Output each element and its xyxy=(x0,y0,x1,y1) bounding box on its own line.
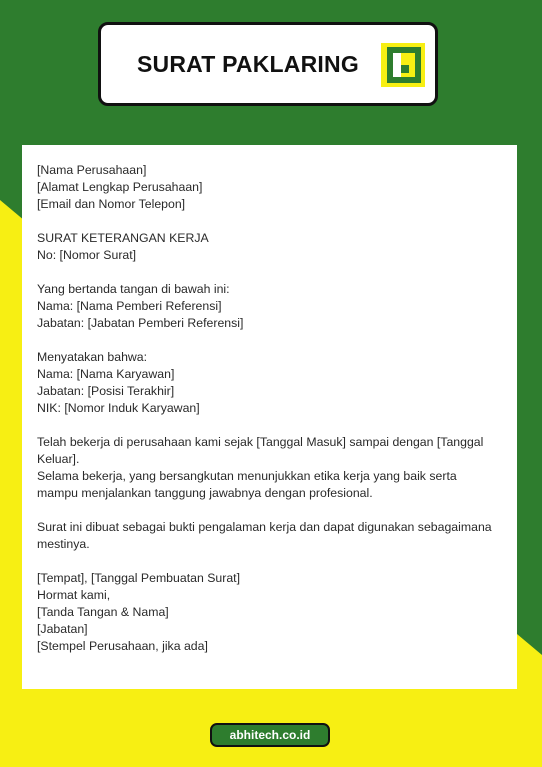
sender-company: [Nama Perusahaan] xyxy=(37,163,147,177)
conduct-statement-line1: Selama bekerja, yang bersangkutan menunjukkan etika kerja yang baik serta xyxy=(37,469,457,483)
website-link[interactable]: abhitech.co.id xyxy=(229,728,311,742)
place-date: [Tempat], [Tanggal Pembuatan Surat] xyxy=(37,571,241,585)
regards: Hormat kami, xyxy=(37,588,111,602)
letter-body xyxy=(37,162,507,655)
purpose-statement-line1: Surat ini dibuat sebagai bukti pengalaman kerja dan dapat digunakan sebagaimana xyxy=(37,520,492,534)
employee-position: Jabatan: [Posisi Terakhir] xyxy=(37,384,175,398)
employee-id: NIK: [Nomor Induk Karyawan] xyxy=(37,401,200,415)
document-logo-icon xyxy=(381,43,425,87)
signer-position: Jabatan: [Jabatan Pemberi Referensi] xyxy=(37,316,244,330)
conduct-statement-line2: mampu menjalankan tanggung jawabnya dengan profesional. xyxy=(37,486,373,500)
company-stamp: [Stempel Perusahaan, jika ada] xyxy=(37,639,208,653)
signature-name: [Tanda Tangan & Nama] xyxy=(37,605,169,619)
letter-number: No: [Nomor Surat] xyxy=(37,248,137,262)
employee-intro: Menyatakan bahwa: xyxy=(37,350,148,364)
page-title: SURAT PAKLARING xyxy=(137,51,359,77)
website-badge[interactable] xyxy=(210,723,330,747)
employee-name: Nama: [Nama Karyawan] xyxy=(37,367,175,381)
letter-document xyxy=(22,145,517,689)
signer-intro: Yang bertanda tangan di bawah ini: xyxy=(37,282,230,296)
signer-name: Nama: [Nama Pemberi Referensi] xyxy=(37,299,222,313)
sender-address: [Alamat Lengkap Perusahaan] xyxy=(37,180,203,194)
title-card xyxy=(98,22,438,106)
letter-title: SURAT KETERANGAN KERJA xyxy=(37,231,209,245)
purpose-statement-line2: mestinya. xyxy=(37,537,90,551)
signature-position: [Jabatan] xyxy=(37,622,88,636)
employment-period-line1: Telah bekerja di perusahaan kami sejak [Tanggal Masuk] sampai dengan [Tanggal xyxy=(37,435,484,449)
sender-contact: [Email dan Nomor Telepon] xyxy=(37,197,186,211)
employment-period-line2: Keluar]. xyxy=(37,452,80,466)
